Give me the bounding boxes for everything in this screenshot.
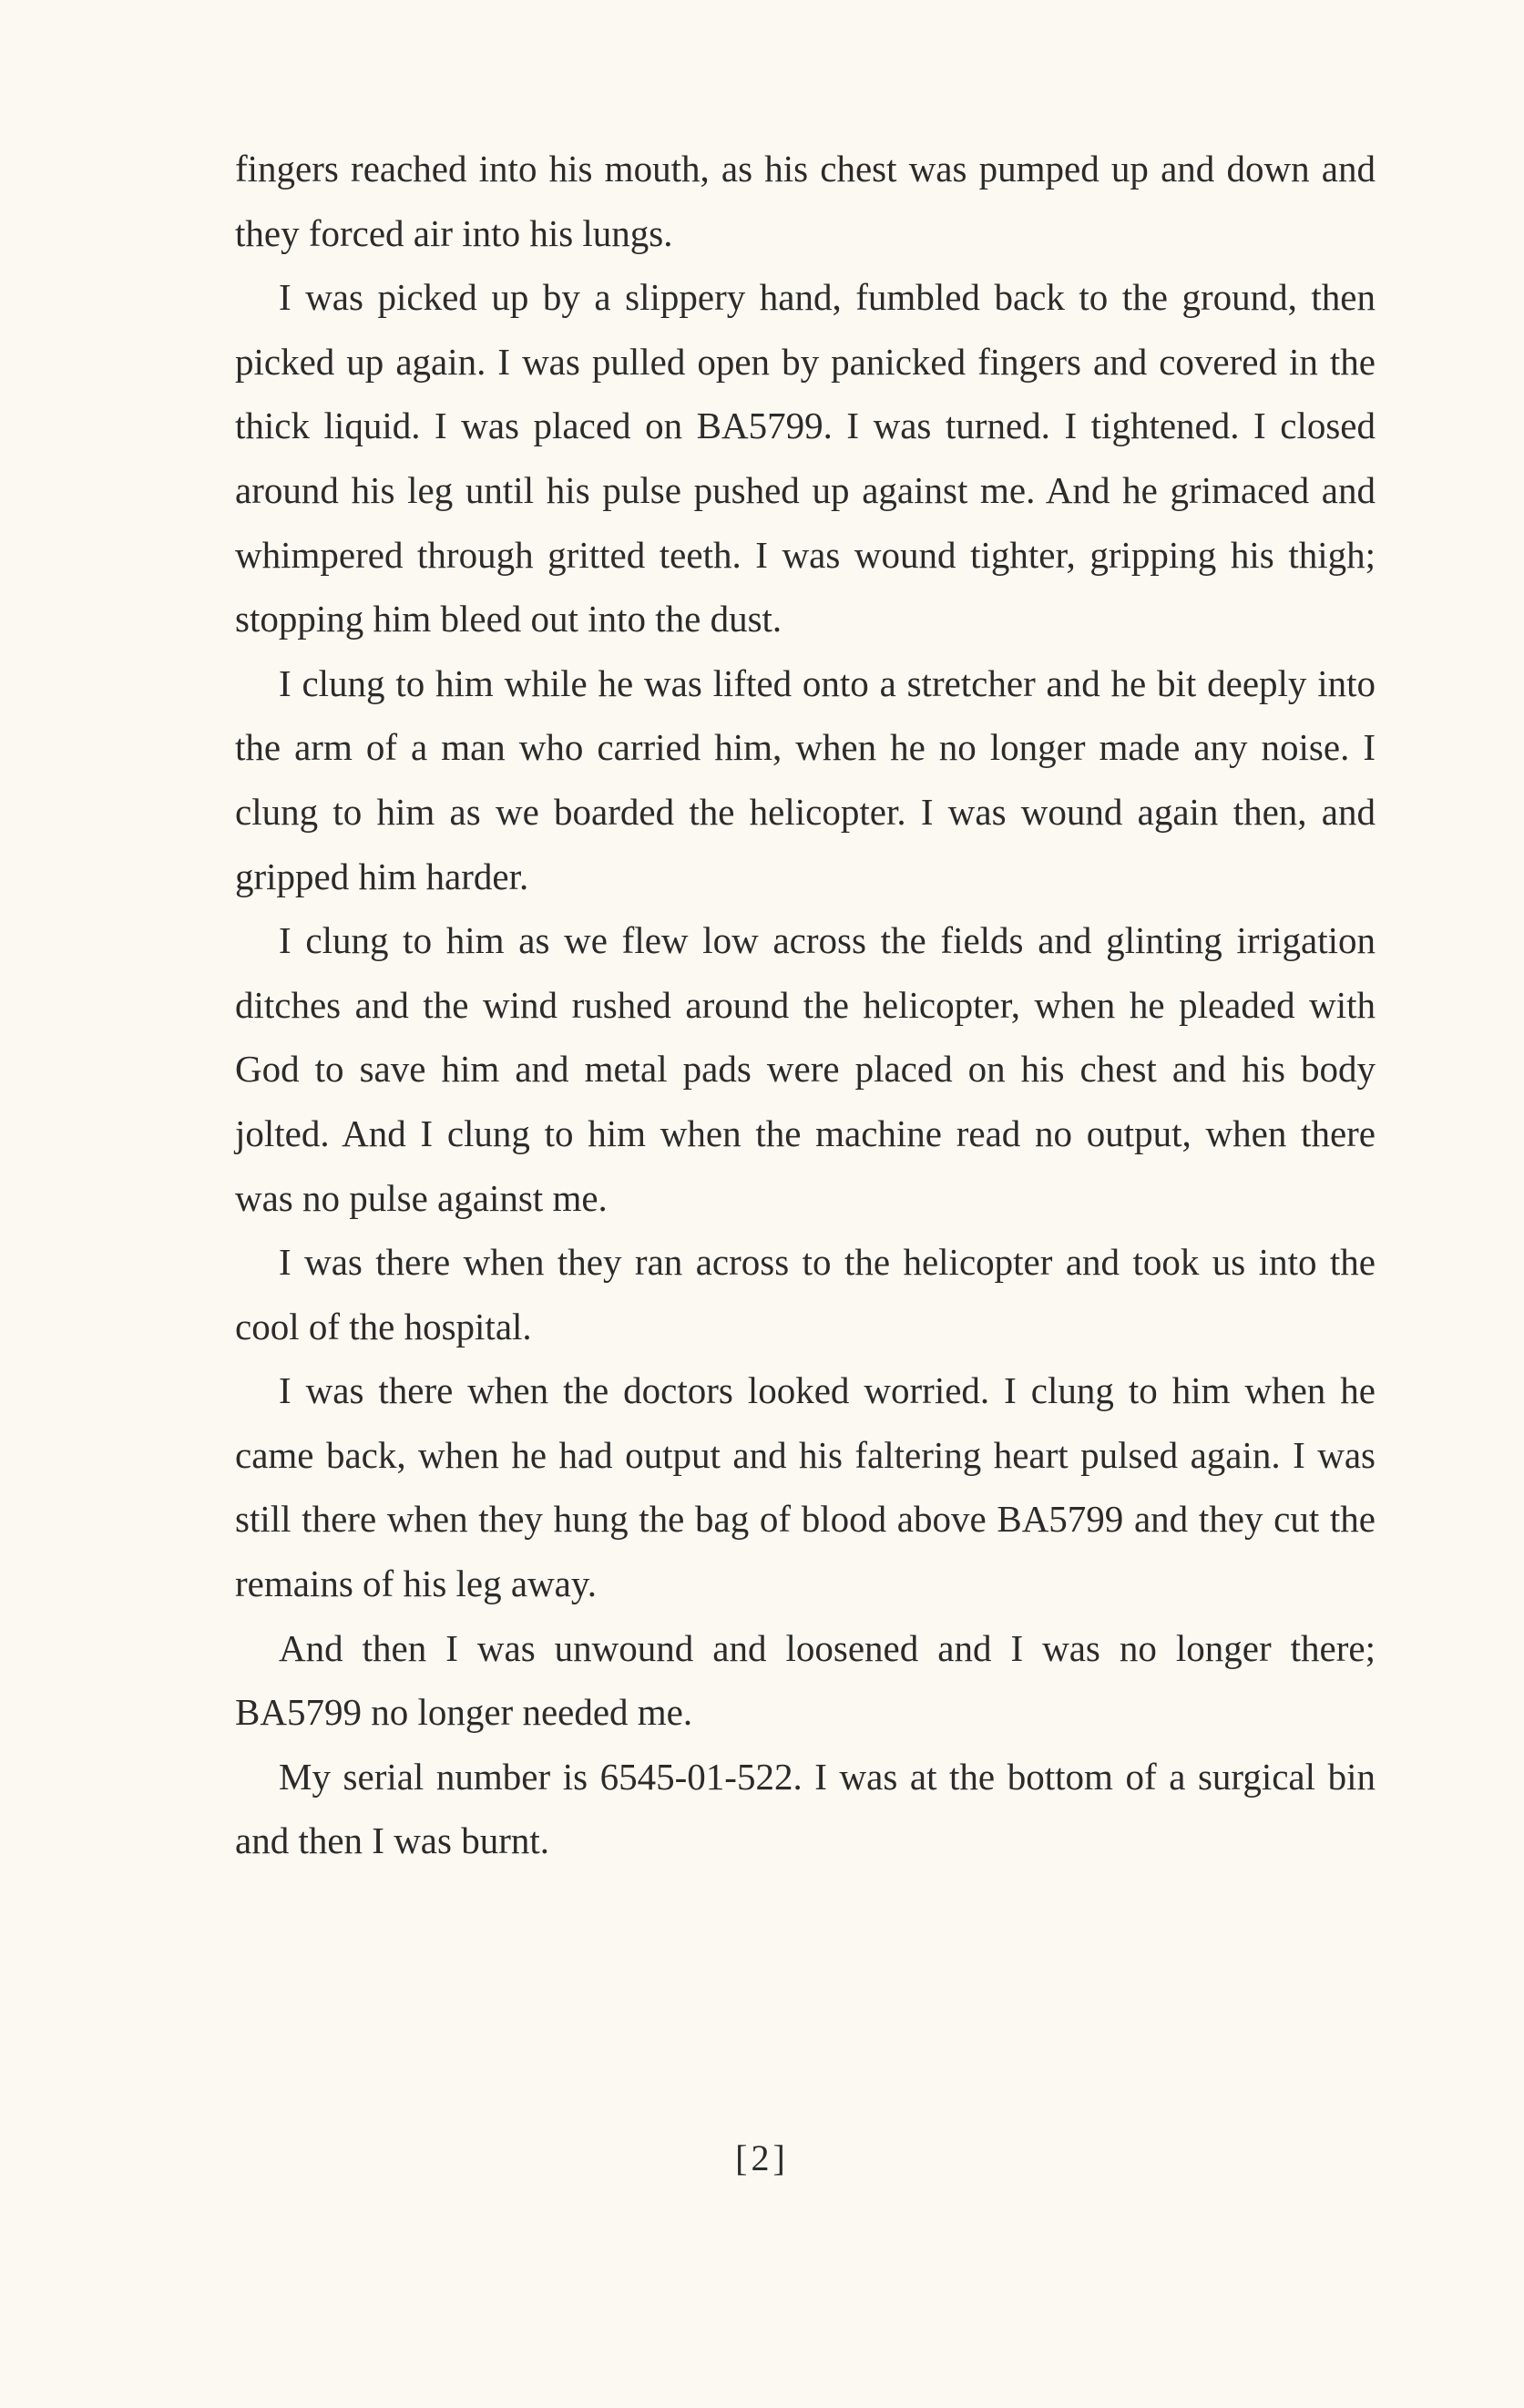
paragraph-4: I clung to him as we flew low across the fields and glinting irrigation ditches and the wind rushed around the helicopter, when he pleaded with God to save him and metal pads were placed on his chest and his body jolted. And I clung to him when the machine read no output, when there was no pulse against me. xyxy=(235,919,1376,1219)
page-number: [2] xyxy=(735,2137,789,2178)
paragraph-5: I was there when they ran across to the helicopter and took us into the cool of the hospital. xyxy=(235,1241,1376,1347)
paragraph-8: My serial number is 6545-01-522. I was at the bottom of a surgical bin and then I was burnt. xyxy=(235,1755,1376,1862)
paragraph-3: I clung to him while he was lifted onto a stretcher and he bit deeply into the arm of a man who carried him, when he no longer made any noise. I clung to him as we boarded the helicopter. I was wound again then, and gripped him harder. xyxy=(235,661,1376,897)
paragraph-2: I was picked up by a slippery hand, fumbled back to the ground, then picked up again. I was pulled open by panicked fingers and covered in the thick liquid. I was placed on BA5799. I was turned. I tightened. I closed around his leg until his pulse pushed up against me. And he grimaced and whimpered through gritted teeth. I was wound tighter, gripping his thigh; stopping him bleed out into the dust. xyxy=(235,276,1376,640)
body-text xyxy=(235,137,1376,1873)
paragraph-1: fingers reached into his mouth, as his chest was pumped up and down and they forced air into his lungs. xyxy=(235,148,1376,254)
paragraph-7: And then I was unwound and loosened and I was no longer there; BA5799 no longer needed me. xyxy=(235,1626,1376,1734)
paragraph-6: I was there when the doctors looked worried. I clung to him when he came back, when he had output and his faltering heart pulsed again. I was still there when they hung the bag of blood above BA5799 and they cut the remains of his leg away. xyxy=(235,1369,1376,1605)
